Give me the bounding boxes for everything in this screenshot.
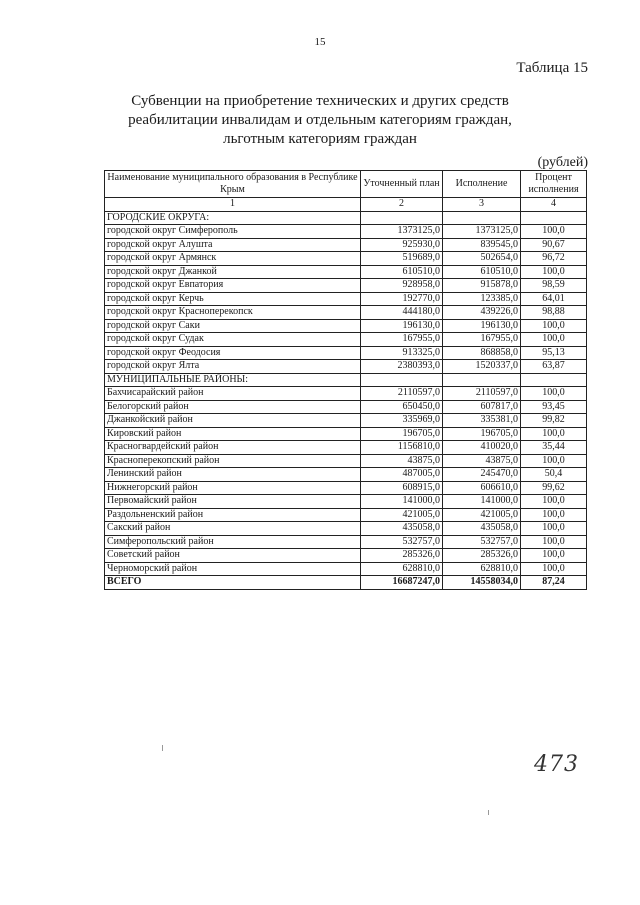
execution-percent: 63,87 [521,360,587,374]
municipality-name: Раздольненский район [105,508,361,522]
empty-cell [521,211,587,225]
municipality-name: городской округ Симферополь [105,225,361,239]
municipality-name: городской округ Алушта [105,238,361,252]
execution-percent: 99,62 [521,481,587,495]
empty-cell [443,373,521,387]
empty-cell [521,373,587,387]
execution-percent: 99,82 [521,414,587,428]
scan-speck [488,810,489,815]
execution-percent: 100,0 [521,549,587,563]
table-row [105,481,587,495]
column-number: 4 [521,198,587,212]
execution-value: 915878,0 [443,279,521,293]
page-number: 15 [314,36,326,48]
municipality-name: Джанкойский район [105,414,361,428]
total-label: ВСЕГО [105,576,361,590]
section-title: ГОРОДСКИЕ ОКРУГА: [105,211,361,225]
execution-percent: 100,0 [521,508,587,522]
execution-value: 606610,0 [443,481,521,495]
table-row [105,333,587,347]
plan-value: 1373125,0 [361,225,443,239]
header-plan: Уточненный план [361,171,443,198]
title-line: Субвенции на приобретение технических и других средств [131,93,509,109]
execution-percent: 100,0 [521,333,587,347]
municipality-name: городской округ Феодосия [105,346,361,360]
municipality-name: Белогорский район [105,400,361,414]
total-row [105,576,587,590]
document-title [100,92,540,149]
units-label: (рублей) [537,155,588,170]
total-percent: 87,24 [521,576,587,590]
header-name: Наименование муниципального образования в Республике Крым [105,171,361,198]
plan-value: 610510,0 [361,265,443,279]
table-body [105,198,587,590]
table-row [105,508,587,522]
table-row [105,400,587,414]
municipality-name: Сакский район [105,522,361,536]
municipality-name: Ленинский район [105,468,361,482]
section-header-row [105,211,587,225]
table-row [105,414,587,428]
municipality-name: Советский район [105,549,361,563]
plan-value: 913325,0 [361,346,443,360]
municipality-name: городской округ Джанкой [105,265,361,279]
title-line: реабилитации инвалидам и отдельным категориям граждан, [128,112,512,128]
section-title: МУНИЦИПАЛЬНЫЕ РАЙОНЫ: [105,373,361,387]
execution-percent: 90,67 [521,238,587,252]
scan-speck [162,745,163,751]
execution-percent: 100,0 [521,495,587,509]
table-label: Таблица 15 [516,60,588,76]
table-row [105,441,587,455]
table-row [105,346,587,360]
column-number: 1 [105,198,361,212]
execution-value: 1373125,0 [443,225,521,239]
municipality-name: городской округ Красноперекопск [105,306,361,320]
municipality-name: Черноморский район [105,562,361,576]
municipality-name: Красногвардейский район [105,441,361,455]
plan-value: 196130,0 [361,319,443,333]
execution-value: 839545,0 [443,238,521,252]
table-row [105,427,587,441]
execution-percent: 100,0 [521,319,587,333]
execution-percent: 100,0 [521,265,587,279]
table-row [105,468,587,482]
table-row [105,238,587,252]
plan-value: 421005,0 [361,508,443,522]
execution-value: 439226,0 [443,306,521,320]
execution-value: 167955,0 [443,333,521,347]
execution-percent: 95,13 [521,346,587,360]
municipality-name: Первомайский район [105,495,361,509]
subsidies-table [104,170,587,590]
section-header-row [105,373,587,387]
plan-value: 928958,0 [361,279,443,293]
empty-cell [443,211,521,225]
execution-value: 196130,0 [443,319,521,333]
execution-value: 610510,0 [443,265,521,279]
execution-value: 435058,0 [443,522,521,536]
table-row [105,522,587,536]
execution-value: 1520337,0 [443,360,521,374]
plan-value: 141000,0 [361,495,443,509]
table-header-row [105,171,587,198]
municipality-name: городской округ Армянск [105,252,361,266]
plan-value: 925930,0 [361,238,443,252]
plan-value: 196705,0 [361,427,443,441]
column-number: 3 [443,198,521,212]
execution-percent: 100,0 [521,454,587,468]
municipality-name: городской округ Керчь [105,292,361,306]
total-plan: 16687247,0 [361,576,443,590]
execution-value: 502654,0 [443,252,521,266]
table-row [105,387,587,401]
plan-value: 487005,0 [361,468,443,482]
execution-value: 628810,0 [443,562,521,576]
execution-value: 141000,0 [443,495,521,509]
execution-value: 285326,0 [443,549,521,563]
municipality-name: городской округ Ялта [105,360,361,374]
execution-percent: 96,72 [521,252,587,266]
table-row [105,454,587,468]
execution-value: 2110597,0 [443,387,521,401]
municipality-name: Бахчисарайский район [105,387,361,401]
execution-value: 245470,0 [443,468,521,482]
handwritten-page-number: 473 [534,752,579,777]
execution-value: 43875,0 [443,454,521,468]
execution-percent: 50,4 [521,468,587,482]
execution-value: 410020,0 [443,441,521,455]
municipality-name: городской округ Саки [105,319,361,333]
table-row [105,495,587,509]
plan-value: 2380393,0 [361,360,443,374]
plan-value: 608915,0 [361,481,443,495]
municipality-name: Нижнегорский район [105,481,361,495]
table-row [105,319,587,333]
municipality-name: Красноперекопский район [105,454,361,468]
plan-value: 1156810,0 [361,441,443,455]
header-pct: Процент исполнения [521,171,587,198]
execution-percent: 100,0 [521,427,587,441]
execution-percent: 98,59 [521,279,587,293]
total-execution: 14558034,0 [443,576,521,590]
plan-value: 192770,0 [361,292,443,306]
plan-value: 43875,0 [361,454,443,468]
table-row [105,360,587,374]
execution-percent: 35,44 [521,441,587,455]
execution-percent: 98,88 [521,306,587,320]
column-numbers-row [105,198,587,212]
plan-value: 519689,0 [361,252,443,266]
execution-percent: 100,0 [521,522,587,536]
municipality-name: городской округ Евпатория [105,279,361,293]
table-row [105,562,587,576]
execution-percent: 64,01 [521,292,587,306]
execution-value: 532757,0 [443,535,521,549]
plan-value: 444180,0 [361,306,443,320]
table-row [105,252,587,266]
plan-value: 335969,0 [361,414,443,428]
plan-value: 167955,0 [361,333,443,347]
table-row [105,306,587,320]
municipality-name: городской округ Судак [105,333,361,347]
municipality-name: Симферопольский район [105,535,361,549]
execution-value: 421005,0 [443,508,521,522]
execution-percent: 100,0 [521,387,587,401]
plan-value: 2110597,0 [361,387,443,401]
column-number: 2 [361,198,443,212]
table-row [105,292,587,306]
execution-value: 868858,0 [443,346,521,360]
empty-cell [361,373,443,387]
table-row [105,265,587,279]
execution-percent: 100,0 [521,535,587,549]
table-row [105,225,587,239]
execution-value: 607817,0 [443,400,521,414]
plan-value: 285326,0 [361,549,443,563]
plan-value: 435058,0 [361,522,443,536]
execution-value: 335381,0 [443,414,521,428]
empty-cell [361,211,443,225]
execution-percent: 100,0 [521,225,587,239]
municipality-name: Кировский район [105,427,361,441]
header-exec: Исполнение [443,171,521,198]
table-row [105,279,587,293]
title-line: льготным категориям граждан [223,131,417,147]
execution-value: 123385,0 [443,292,521,306]
table-row [105,549,587,563]
table-row [105,535,587,549]
plan-value: 532757,0 [361,535,443,549]
execution-percent: 100,0 [521,562,587,576]
plan-value: 628810,0 [361,562,443,576]
plan-value: 650450,0 [361,400,443,414]
execution-value: 196705,0 [443,427,521,441]
execution-percent: 93,45 [521,400,587,414]
